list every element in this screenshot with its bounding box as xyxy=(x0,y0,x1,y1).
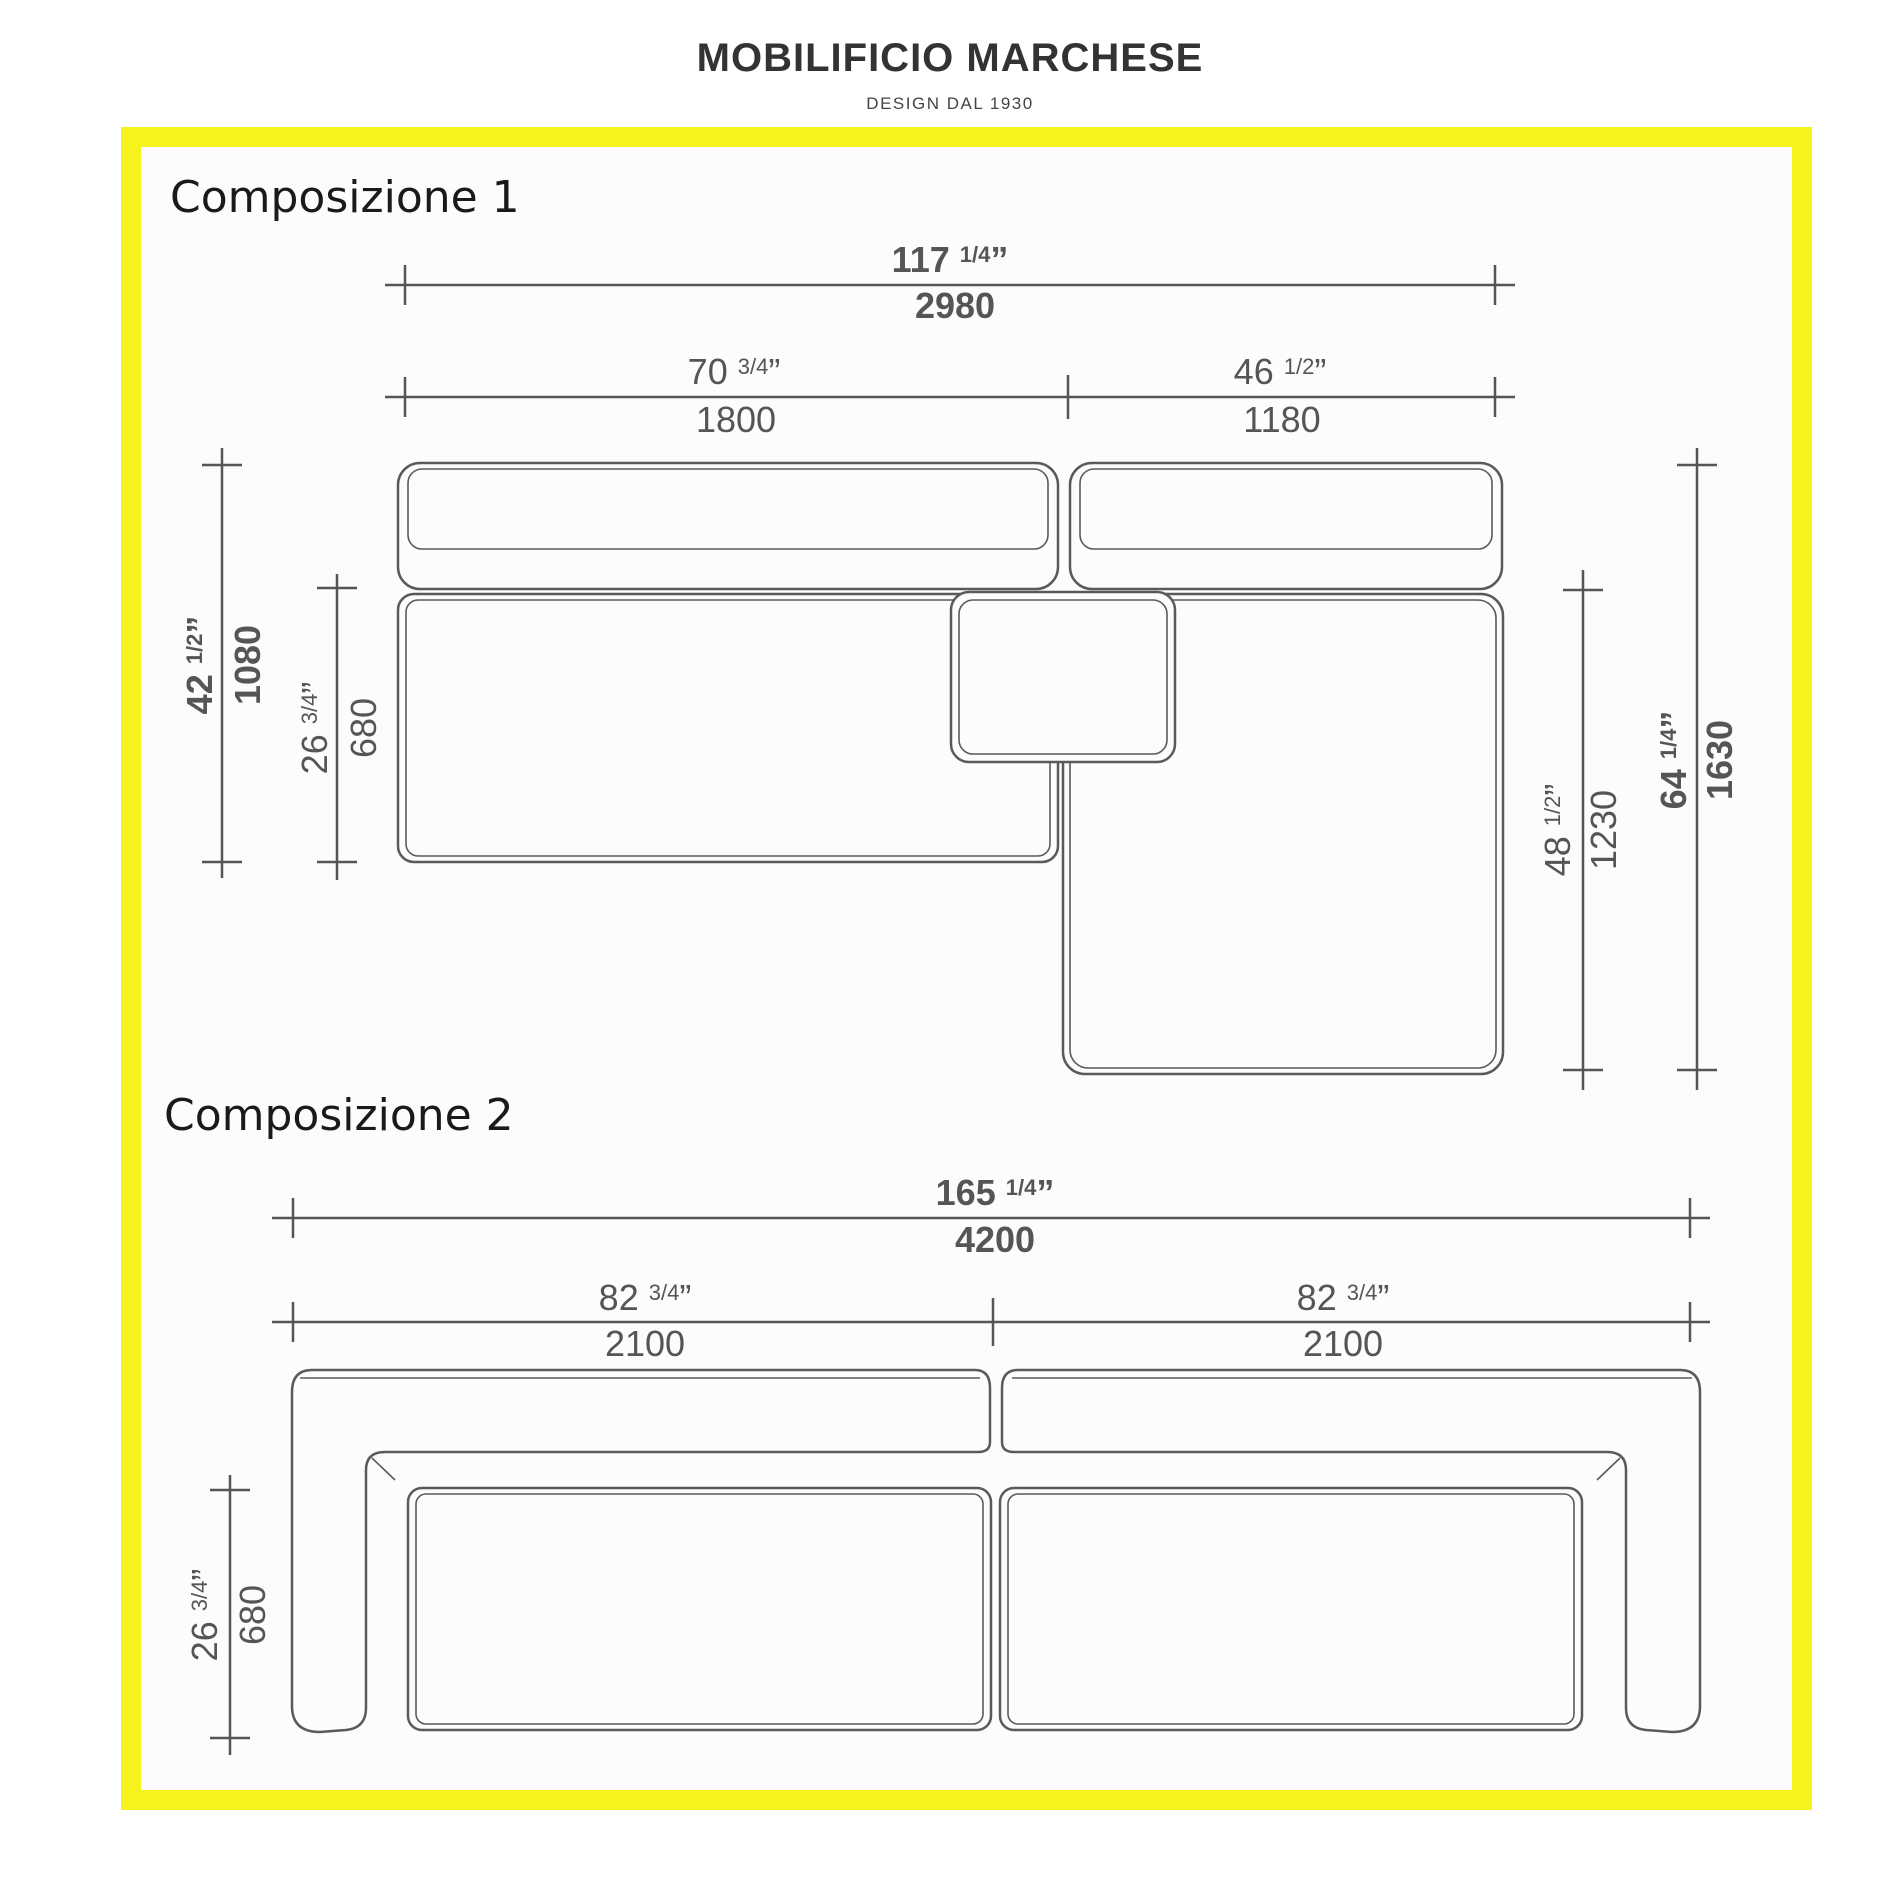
c2-seat-depth-mm: 680 xyxy=(232,1584,273,1646)
composizione-2-title: Composizione 2 xyxy=(164,1090,514,1141)
c1-depth-total-inches: 42 $^{1/2}$” xyxy=(179,615,220,715)
c1-overall-width-inches: 117 $^{1/4}$” xyxy=(891,239,1009,280)
c2-overall-width-dimension xyxy=(272,1172,1710,1260)
brand-tagline: DESIGN DAL 1930 xyxy=(866,94,1034,113)
c1-depth-total-mm: 1080 xyxy=(227,624,268,706)
c1-chaise-depth-mm: 1230 xyxy=(1583,789,1624,871)
c1-overall-depth-mm: 1630 xyxy=(1699,719,1740,801)
c2-seat-depth-dimension xyxy=(184,1475,273,1755)
c2-seat-depth-inches: 26 $^{3/4}$” xyxy=(184,1568,225,1662)
brand-name: MOBILIFICIO MARCHESE xyxy=(696,36,1204,80)
c1-right-width-mm: 1180 xyxy=(1243,399,1321,440)
c1-sofa-plan xyxy=(398,463,1503,1074)
c1-overall-width-dimension xyxy=(385,239,1515,326)
c1-seat-depth-inches: 26 $^{3/4}$” xyxy=(294,681,335,775)
c1-seat-depth-mm: 680 xyxy=(343,697,384,759)
c1-left-width-inches: 70 $^{3/4}$” xyxy=(687,351,781,392)
c1-overall-depth-inches: 64 $^{1/4}$” xyxy=(1653,710,1694,810)
c1-module-widths-dimension xyxy=(385,351,1515,440)
c2-sofa-plan xyxy=(292,1370,1700,1732)
c1-depth-total-dimension xyxy=(179,448,268,878)
c2-right-width-inches: 82 $^{3/4}$” xyxy=(1296,1277,1390,1318)
c1-right-width-inches: 46 $^{1/2}$” xyxy=(1233,351,1327,392)
c1-overall-depth-dimension xyxy=(1653,448,1740,1090)
c2-overall-width-mm: 4200 xyxy=(954,1219,1036,1260)
c2-module-widths-dimension xyxy=(272,1277,1710,1364)
c2-left-width-inches: 82 $^{3/4}$” xyxy=(598,1277,692,1318)
c1-seat-depth-dimension xyxy=(294,574,384,880)
c2-left-width-mm: 2100 xyxy=(604,1323,686,1364)
c1-chaise-depth-inches: 48 $^{1/2}$” xyxy=(1537,783,1578,877)
c1-left-width-mm: 1800 xyxy=(695,399,777,440)
c1-chaise-depth-dimension xyxy=(1537,570,1624,1090)
c2-overall-width-inches: 165 $^{1/4}$” xyxy=(935,1172,1055,1213)
c1-overall-width-mm: 2980 xyxy=(914,285,996,326)
c2-right-width-mm: 2100 xyxy=(1302,1323,1384,1364)
composizione-1-title: Composizione 1 xyxy=(170,172,520,223)
